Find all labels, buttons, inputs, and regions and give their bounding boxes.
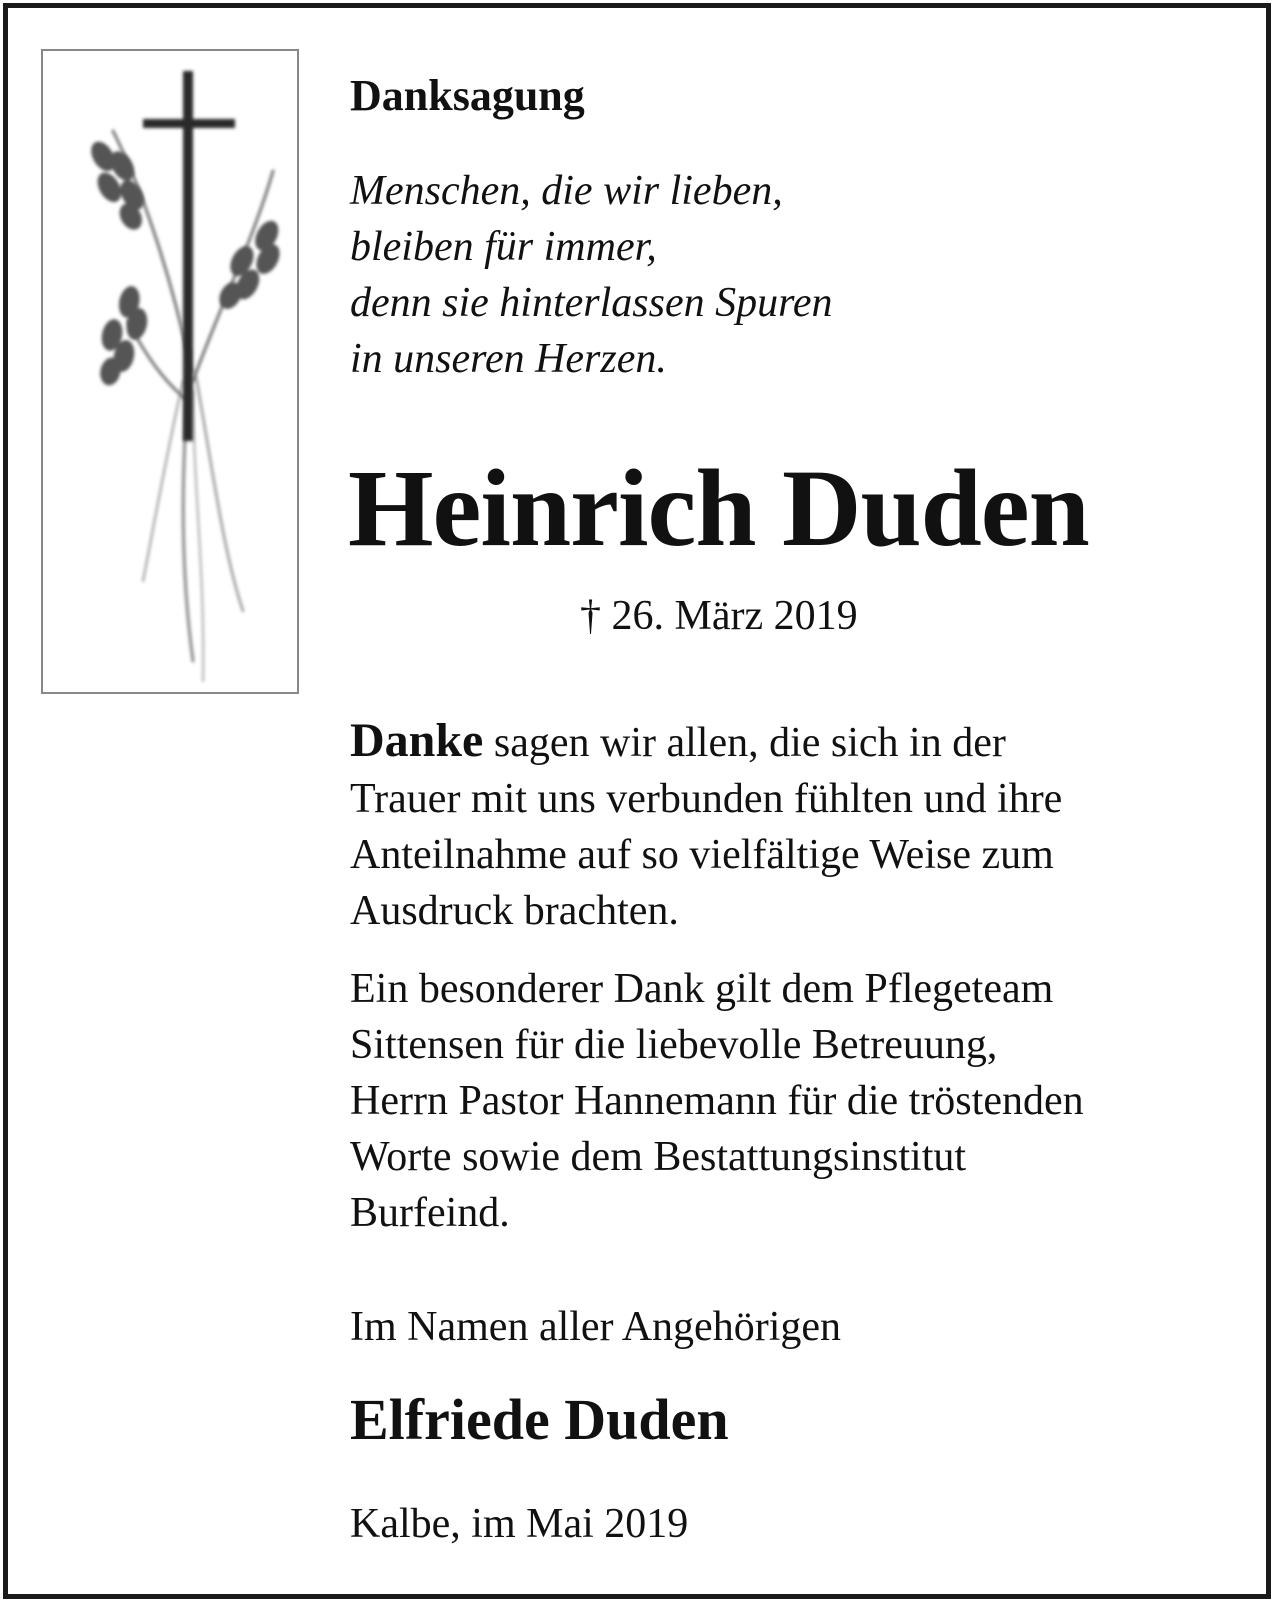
poem-line: in unseren Herzen. [350, 336, 667, 382]
thanks-paragraph [350, 713, 1062, 939]
thanks-line: Trauer mit uns verbunden fühlten und ihre [350, 776, 1063, 822]
emblem-panel [41, 49, 299, 694]
poem-line: Menschen, die wir lieben, [350, 168, 783, 214]
special-thanks-line: Worte sowie dem Bestattungsinstitut [350, 1134, 967, 1180]
signer-name: Elfriede Duden [350, 1387, 729, 1452]
special-thanks-paragraph [350, 961, 1084, 1241]
thanks-lead-word: Danke [350, 714, 484, 767]
notice-heading: Danksagung [350, 71, 585, 120]
thanks-line: Ausdruck brachten. [350, 888, 679, 934]
thanks-first-line-rest: sagen wir allen, die sich in der [483, 720, 1006, 766]
cross-with-wheat-icon [43, 51, 297, 692]
deceased-name: Heinrich Duden [348, 447, 1089, 569]
special-thanks-line: Ein besonderer Dank gilt dem Pflegeteam [350, 966, 1054, 1012]
signature-intro: Im Namen aller Angehörigen [350, 1304, 841, 1350]
poem-line: denn sie hinterlassen Spuren [350, 280, 833, 326]
special-thanks-line: Herrn Pastor Hannemann für die tröstenden [350, 1078, 1084, 1124]
special-thanks-line: Burfeind. [350, 1190, 510, 1236]
memorial-poem [350, 163, 833, 387]
thanks-first-line [350, 713, 1062, 771]
place-and-date: Kalbe, im Mai 2019 [350, 1501, 689, 1547]
death-date: † 26. März 2019 [580, 593, 858, 639]
poem-line: bleiben für immer, [350, 224, 657, 270]
thanks-line: Anteilnahme auf so vielfältige Weise zum [350, 832, 1054, 878]
special-thanks-line: Sittensen für die liebevolle Betreuung, [350, 1022, 998, 1068]
